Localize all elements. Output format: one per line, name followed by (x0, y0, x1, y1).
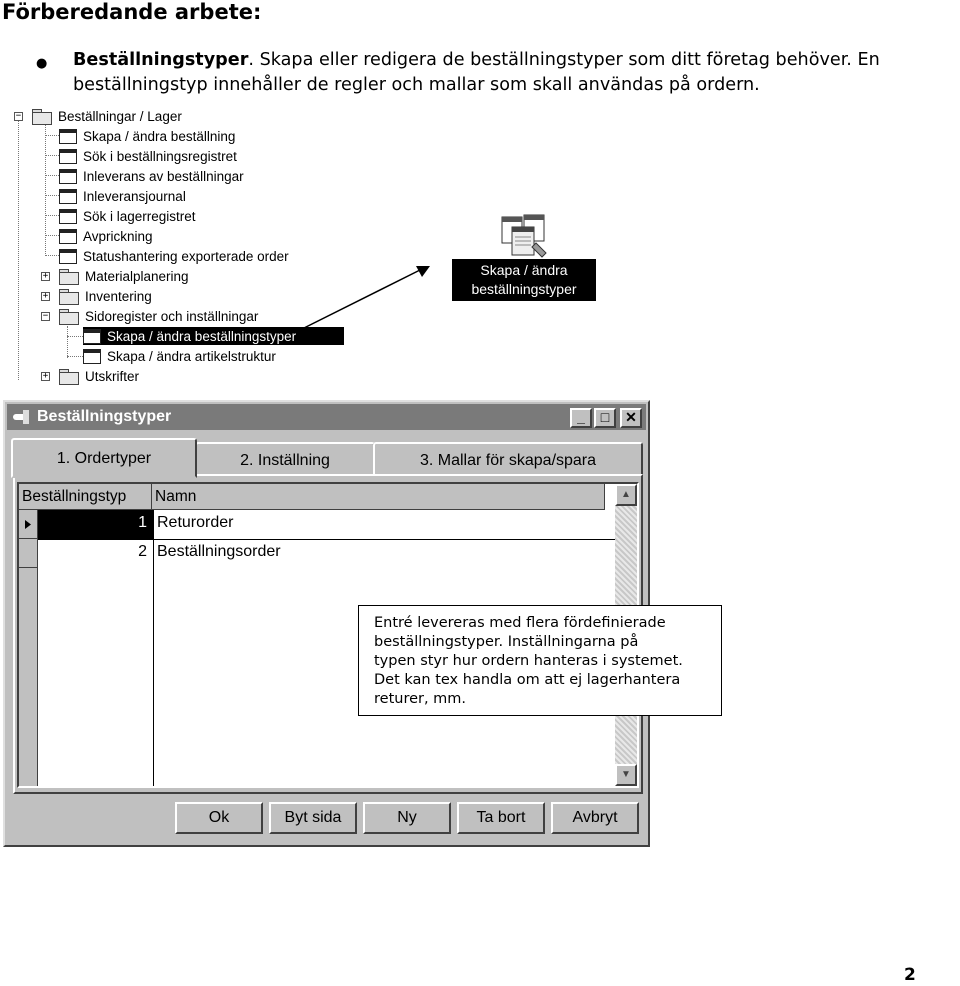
scroll-down-icon[interactable]: ▼ (615, 764, 637, 786)
ok-button[interactable]: Ok (175, 802, 263, 834)
callout-box: Entré levereras med flera fördefinierade beställningstyper. Inställningarna på typen styr hur ordern hanteras i systemet. Det kan tex handla om att ej lagerhantera returer, mm. (358, 605, 722, 716)
collapse-toggle[interactable]: − (42, 311, 49, 321)
tree-item[interactable]: Skapa / ändra beställning (59, 127, 235, 145)
tree-root[interactable]: Beställningar / Lager (32, 107, 182, 125)
dialog-titlebar (7, 404, 646, 430)
folder-icon (32, 109, 52, 123)
tree-item[interactable]: Statushantering exporterade order (59, 247, 289, 265)
collapse-toggle[interactable]: − (15, 111, 22, 121)
tree-folder[interactable]: Inventering (59, 287, 152, 305)
ny-button[interactable]: Ny (363, 802, 451, 834)
row-selector[interactable] (19, 539, 38, 568)
maximize-button[interactable]: □ (594, 408, 616, 428)
window-icon (59, 189, 77, 204)
expand-toggle[interactable]: + (42, 271, 49, 281)
window-icon (59, 129, 77, 144)
window-icon (59, 209, 77, 224)
expand-toggle[interactable]: + (42, 371, 49, 381)
table-cell-id[interactable]: 1 (138, 514, 147, 531)
minimize-button[interactable]: _ (570, 408, 592, 428)
column-header-bestallningstyp[interactable]: Beställningstyp (19, 484, 152, 510)
row-selector[interactable] (19, 510, 38, 539)
byt-sida-button[interactable]: Byt sida (269, 802, 357, 834)
tree-item-selected[interactable]: Skapa / ändra beställningstyper (83, 327, 344, 345)
window-icon (59, 249, 77, 264)
column-header-namn[interactable]: Namn (152, 484, 605, 510)
shortcut-icon[interactable] (452, 209, 598, 301)
app-icon (13, 410, 31, 424)
intro-bold-lead: Beställningstyper (73, 50, 249, 70)
tree-item[interactable]: Inleveransjournal (59, 187, 186, 205)
expand-toggle[interactable]: + (42, 291, 49, 301)
bullet-icon: ● (36, 56, 48, 71)
tree-item[interactable]: Avprickning (59, 227, 153, 245)
window-icon (83, 329, 101, 344)
table-cell-name[interactable]: Beställningsorder (157, 543, 281, 560)
close-button[interactable]: ✕ (620, 408, 642, 428)
folder-icon (59, 309, 79, 323)
ta-bort-button[interactable]: Ta bort (457, 802, 545, 834)
avbryt-button[interactable]: Avbryt (551, 802, 639, 834)
tree-item[interactable]: Sök i beställningsregistret (59, 147, 237, 165)
tab-ordertyper[interactable]: 1. Ordertyper (11, 438, 197, 478)
row-divider (38, 539, 615, 540)
grid-header (19, 484, 605, 510)
dialog-title: Beställningstyper (37, 408, 172, 425)
window-icon (59, 149, 77, 164)
document-stack-icon (500, 213, 550, 259)
table-cell-id[interactable]: 2 (138, 543, 147, 560)
shortcut-caption: Skapa / ändra beställningstyper (452, 259, 596, 301)
intro-text: . Skapa eller redigera de beställningstyper som ditt företag behöver. En beställningstyp innehåller de regler och mallar som skall användas på ordern. (73, 50, 880, 95)
tree-item[interactable]: Skapa / ändra artikelstruktur (83, 347, 276, 365)
tab-mallar[interactable]: 3. Mallar för skapa/spara (373, 442, 643, 476)
window-icon (59, 169, 77, 184)
tree-folder[interactable]: Utskrifter (59, 367, 139, 385)
folder-icon (59, 289, 79, 303)
tree-item[interactable]: Sök i lagerregistret (59, 207, 196, 225)
window-icon (83, 349, 101, 364)
page-number: 2 (904, 965, 916, 985)
column-divider (153, 510, 154, 786)
tab-installning[interactable]: 2. Inställning (195, 442, 375, 476)
folder-icon (59, 369, 79, 383)
scroll-up-icon[interactable]: ▲ (615, 484, 637, 506)
current-row-arrow-icon (19, 510, 38, 539)
tree-folder[interactable]: Materialplanering (59, 267, 189, 285)
folder-icon (59, 269, 79, 283)
menu-tree (12, 104, 348, 386)
table-cell-name[interactable]: Returorder (157, 514, 234, 531)
window-icon (59, 229, 77, 244)
page-heading: Förberedande arbete: (2, 0, 262, 24)
tree-folder[interactable]: Sidoregister och inställningar (59, 307, 258, 325)
intro-paragraph (73, 48, 960, 98)
tree-item[interactable]: Inleverans av beställningar (59, 167, 244, 185)
dialog-button-bar (175, 802, 639, 834)
